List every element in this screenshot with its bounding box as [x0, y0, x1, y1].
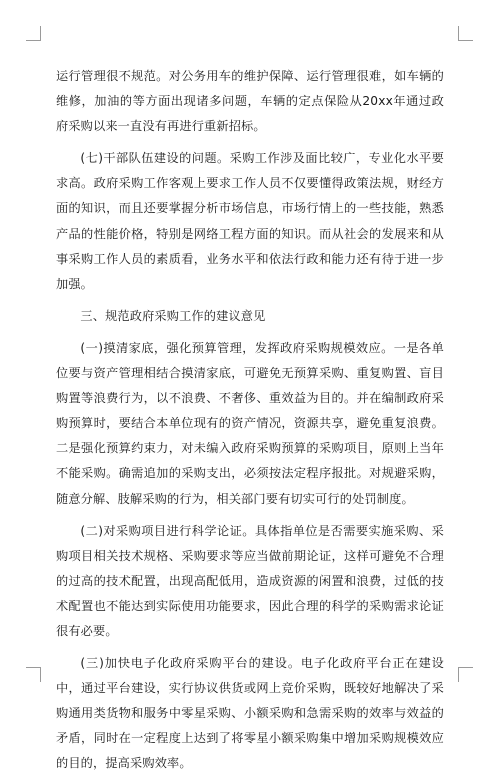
paragraph-e-procurement-platform: (三)加快电子化政府采购平台的建设。电子化政府平台正在建设中，通过平台建设，实行协议供货或网上竞价采购，既较好地解决了采购通用类货物和服务中零星采购、小额采购和急需采购的效率与效益的矛盾，同时在一定程度上达到了将零星小额采购集中增加采购规模效应的目的，提高采购效率。 [56, 656, 444, 771]
section-heading-suggestions: 三、规范政府采购工作的建议意见 [80, 308, 266, 323]
crop-mark-bottom-left [26, 667, 41, 682]
paragraph-continued: 运行管理很不规范。对公务用车的维护保障、运行管理很难，如车辆的维修，加油的等方面出现诸多问题，车辆的定点保险从20xx年通过政府采购以来一直没有再进行重新招标。 [56, 69, 444, 134]
paragraph-team-building: (七)干部队伍建设的问题。采购工作涉及面比较广，专业化水平要求高。政府采购工作客观上要求工作人员不仅要懂得政策法规，财经方面的知识，而且还要掌握分析市场信息，市场行情上的一些技能，熟悉产品的性能价格，特别是网络工程方面的知识。而从社会的发展来和从事采购工作人员的素质看，业务水平和依法行政和能力还有待于进一步加强。 [56, 151, 444, 291]
crop-mark-top-left [26, 26, 41, 41]
crop-mark-top-right [458, 26, 473, 41]
crop-mark-bottom-right [458, 667, 473, 682]
document-body [56, 64, 444, 777]
paragraph-budget-management: (一)摸清家底，强化预算管理，发挥政府采购规模效应。一是各单位要与资产管理相结合摸清家底，可避免无预算采购、重复购置、盲目购置等浪费行为，以不浪费、不奢侈、重效益为目的。并在编制政府采购预算时，要结合本单位现有的资产情况，资源共享，避免重复浪费。二是强化预算约束力，对未编入政府采购预算的采购项目，原则上当年不能采购。确需追加的采购支出，必须按法定程序报批。对规避采购，随意分解、肢解采购的行为，相关部门要有切实可行的处罚制度。 [56, 340, 444, 506]
paragraph-scientific-demonstration: (二)对采购项目进行科学论证。具体指单位是否需要实施采购、采购项目相关技术规格、采购要求等应当做前期论证，这样可避免不合理的过高的技术配置，出现高配低用，造成资源的闲置和浪费，过低的技术配置也不能达到实际使用功能要求，因此合理的科学的采购需求论证很有必要。 [56, 523, 444, 638]
